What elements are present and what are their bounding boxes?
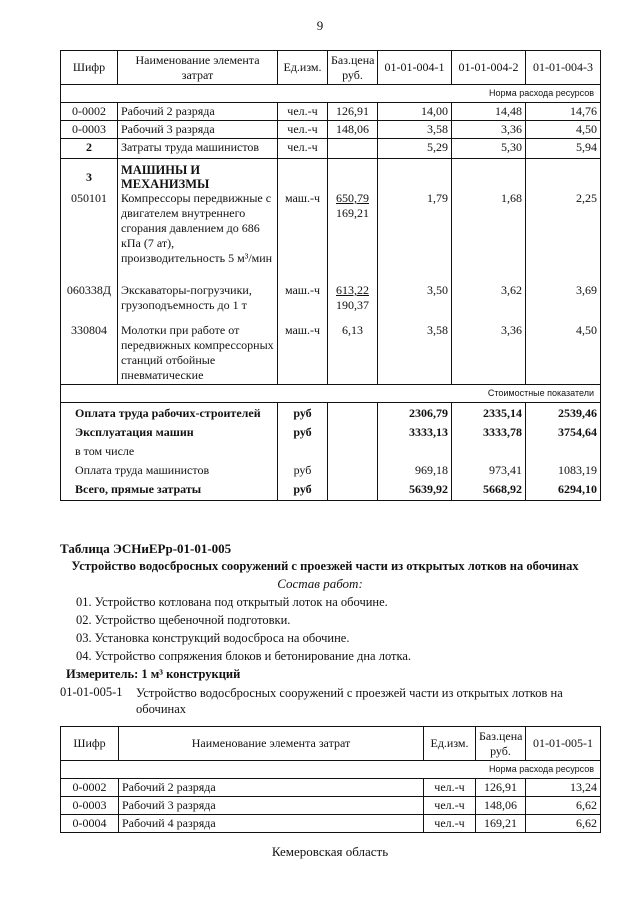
cost-value: 3333,13 [409, 425, 448, 439]
row-price [328, 139, 378, 159]
header-code: Шифр [61, 51, 118, 85]
cost-v3 [526, 403, 601, 501]
cost-value: 2335,14 [483, 406, 522, 420]
header-name: Наименование элемента затрат [119, 727, 424, 761]
cost-unit: руб [293, 482, 312, 496]
row-v1: 6,62 [526, 797, 601, 815]
machine-value: 3,58 [427, 323, 448, 337]
section3-code: 3 [86, 170, 92, 184]
cost-value: 3754,64 [558, 425, 597, 439]
row-price: 126,91 [476, 779, 526, 797]
machines-block [61, 159, 601, 385]
row-name: Рабочий 2 разряда [118, 103, 278, 121]
norm-label-row [61, 761, 601, 779]
machine-unit: маш.-ч [284, 283, 321, 297]
resource-table-1 [60, 50, 601, 501]
row-name: Рабочий 3 разряда [118, 121, 278, 139]
row-code: 0-0002 [61, 103, 118, 121]
row-code: 0-0003 [61, 797, 119, 815]
machine-code: 050101 [71, 191, 107, 205]
row-name: Рабочий 3 разряда [119, 797, 424, 815]
cost-units [278, 403, 328, 501]
header-col1: 01-01-005-1 [526, 727, 601, 761]
row-v3: 4,50 [526, 121, 601, 139]
item-description: Устройство водосбросных сооружений с проезжей части из открытых лотков на обочинах [136, 686, 563, 716]
row-v3: 14,76 [526, 103, 601, 121]
cost-value: 6294,10 [558, 482, 597, 496]
row-unit: чел.-ч [424, 779, 476, 797]
row-price: 126,91 [328, 103, 378, 121]
machine-v2 [452, 159, 526, 385]
machine-codes [61, 159, 118, 385]
row-unit: чел.-ч [424, 815, 476, 833]
machine-name: Компрессоры передвижные с двигателем внутреннего сгорания давлением до 686 кПа (7 ат), производительность 5 м³/мин [121, 191, 273, 265]
cost-unit [281, 444, 324, 463]
cost-name: Эксплуатация машин [75, 425, 194, 439]
row-name: Рабочий 4 разряда [119, 815, 424, 833]
cost-value: 1083,19 [558, 463, 597, 477]
header-code: Шифр [61, 727, 119, 761]
table-row [61, 121, 601, 139]
work-item: 03. Установка конструкций водосброса на обочине. [76, 631, 350, 645]
cost-unit: руб [293, 463, 312, 477]
cost-unit: руб [293, 425, 312, 439]
header-price: Баз.цена руб. [328, 51, 378, 85]
cost-name: Оплата труда машинистов [75, 463, 210, 477]
machine-unit: маш.-ч [284, 191, 321, 205]
row-unit: чел.-ч [278, 139, 328, 159]
row-name: Рабочий 2 разряда [119, 779, 424, 797]
costs-block [61, 403, 601, 501]
cost-name: Оплата труда рабочих-строителей [75, 406, 261, 420]
machine-prices [328, 159, 378, 385]
row-v2: 5,30 [452, 139, 526, 159]
cost-v2 [452, 403, 526, 501]
machine-price-2: 190,37 [336, 298, 369, 312]
machine-value: 3,36 [501, 323, 522, 337]
table-row [61, 103, 601, 121]
cost-value: 2539,46 [558, 406, 597, 420]
work-item: 01. Устройство котлована под открытый лоток на обочине. [76, 595, 388, 609]
cost-v1 [378, 403, 452, 501]
machine-value: 3,69 [576, 283, 597, 297]
row-price: 169,21 [476, 815, 526, 833]
machine-value: 3,50 [427, 283, 448, 297]
row-code: 2 [61, 139, 118, 159]
cost-value [455, 444, 522, 463]
row-v1: 6,62 [526, 815, 601, 833]
cost-value: 969,18 [415, 463, 448, 477]
machine-code: 060338Д [66, 283, 112, 297]
cost-names [61, 403, 278, 501]
row-code: 0-0003 [61, 121, 118, 139]
cost-price-empty [328, 403, 378, 501]
cost-unit: руб [293, 406, 312, 420]
table2-header-row [61, 727, 601, 761]
resource-table-2 [60, 726, 601, 833]
machine-names [118, 159, 278, 385]
machine-v1 [378, 159, 452, 385]
cost-value: 5639,92 [409, 482, 448, 496]
machine-units [278, 159, 328, 385]
cost-value: 973,41 [489, 463, 522, 477]
machine-name: Молотки при работе от передвижных компрессорных станций отбойные пневматические [121, 323, 274, 382]
row-v1: 14,00 [378, 103, 452, 121]
row-unit: чел.-ч [424, 797, 476, 815]
row-v3: 5,94 [526, 139, 601, 159]
page-number: 9 [316, 18, 324, 33]
machine-price-1: 613,22 [336, 283, 369, 297]
table-row [61, 779, 601, 797]
machine-price-1: 650,79 [336, 191, 369, 205]
row-code: 0-0002 [61, 779, 119, 797]
cost-value [529, 444, 597, 463]
cost-value [381, 444, 448, 463]
row-unit: чел.-ч [278, 103, 328, 121]
cost-name: в том числе [75, 444, 135, 458]
machine-name: Экскаваторы-погрузчики, грузоподъемность до 1 т [121, 283, 252, 312]
row-price: 148,06 [476, 797, 526, 815]
row-name: Затраты труда машинистов [118, 139, 278, 159]
row-v1: 3,58 [378, 121, 452, 139]
cost-value: 5668,92 [483, 482, 522, 496]
header-col2: 01-01-004-2 [452, 51, 526, 85]
work-item: 04. Устройство сопряжения блоков и бетонирование дна лотка. [76, 649, 412, 663]
machine-v3 [526, 159, 601, 385]
machine-value: 1,79 [427, 191, 448, 205]
header-col3: 01-01-004-3 [526, 51, 601, 85]
norm-label-row [61, 85, 601, 103]
norm-label: Норма расхода ресурсов [61, 85, 601, 103]
header-unit: Ед.изм. [278, 51, 328, 85]
table-row [61, 139, 601, 159]
table-row [61, 797, 601, 815]
cost-name: Всего, прямые затраты [75, 482, 202, 496]
item-code: 01-01-005-1 [60, 685, 123, 699]
work-item: 02. Устройство щебеночной подготовки. [76, 613, 291, 627]
table-row [61, 815, 601, 833]
row-v1: 13,24 [526, 779, 601, 797]
machine-code: 330804 [71, 323, 107, 337]
section3-name: МАШИНЫ И МЕХАНИЗМЫ [121, 163, 210, 191]
machine-price-1: 6,13 [342, 323, 363, 337]
row-v1: 5,29 [378, 139, 452, 159]
row-unit: чел.-ч [278, 121, 328, 139]
machine-price-2: 169,21 [336, 206, 369, 220]
machine-value: 4,50 [576, 323, 597, 337]
footer: Кемеровская область [271, 844, 389, 859]
meter: Измеритель: 1 м³ конструкций [66, 667, 241, 681]
machine-value: 3,62 [501, 283, 522, 297]
row-price: 148,06 [328, 121, 378, 139]
table-title: Таблица ЭСНиЕРр-01-01-005 [60, 541, 232, 556]
header-name: Наименование элемента затрат [118, 51, 278, 85]
norm-label: Норма расхода ресурсов [61, 761, 601, 779]
row-v2: 14,48 [452, 103, 526, 121]
cost-label: Стоимостные показатели [61, 385, 601, 403]
cost-value: 2306,79 [409, 406, 448, 420]
row-code: 0-0004 [61, 815, 119, 833]
machine-unit: маш.-ч [284, 323, 321, 337]
header-col1: 01-01-004-1 [378, 51, 452, 85]
row-v2: 3,36 [452, 121, 526, 139]
machine-value: 2,25 [576, 191, 597, 205]
cost-value: 3333,78 [483, 425, 522, 439]
cost-label-row [61, 385, 601, 403]
sostav-label: Состав работ: [277, 576, 363, 591]
header-price: Баз.цена руб. [476, 727, 526, 761]
table1-header-row [61, 51, 601, 85]
header-unit: Ед.изм. [424, 727, 476, 761]
section-title: Устройство водосбросных сооружений с проезжей части из открытых лотков на обочинах [71, 559, 579, 573]
machine-value: 1,68 [501, 191, 522, 205]
